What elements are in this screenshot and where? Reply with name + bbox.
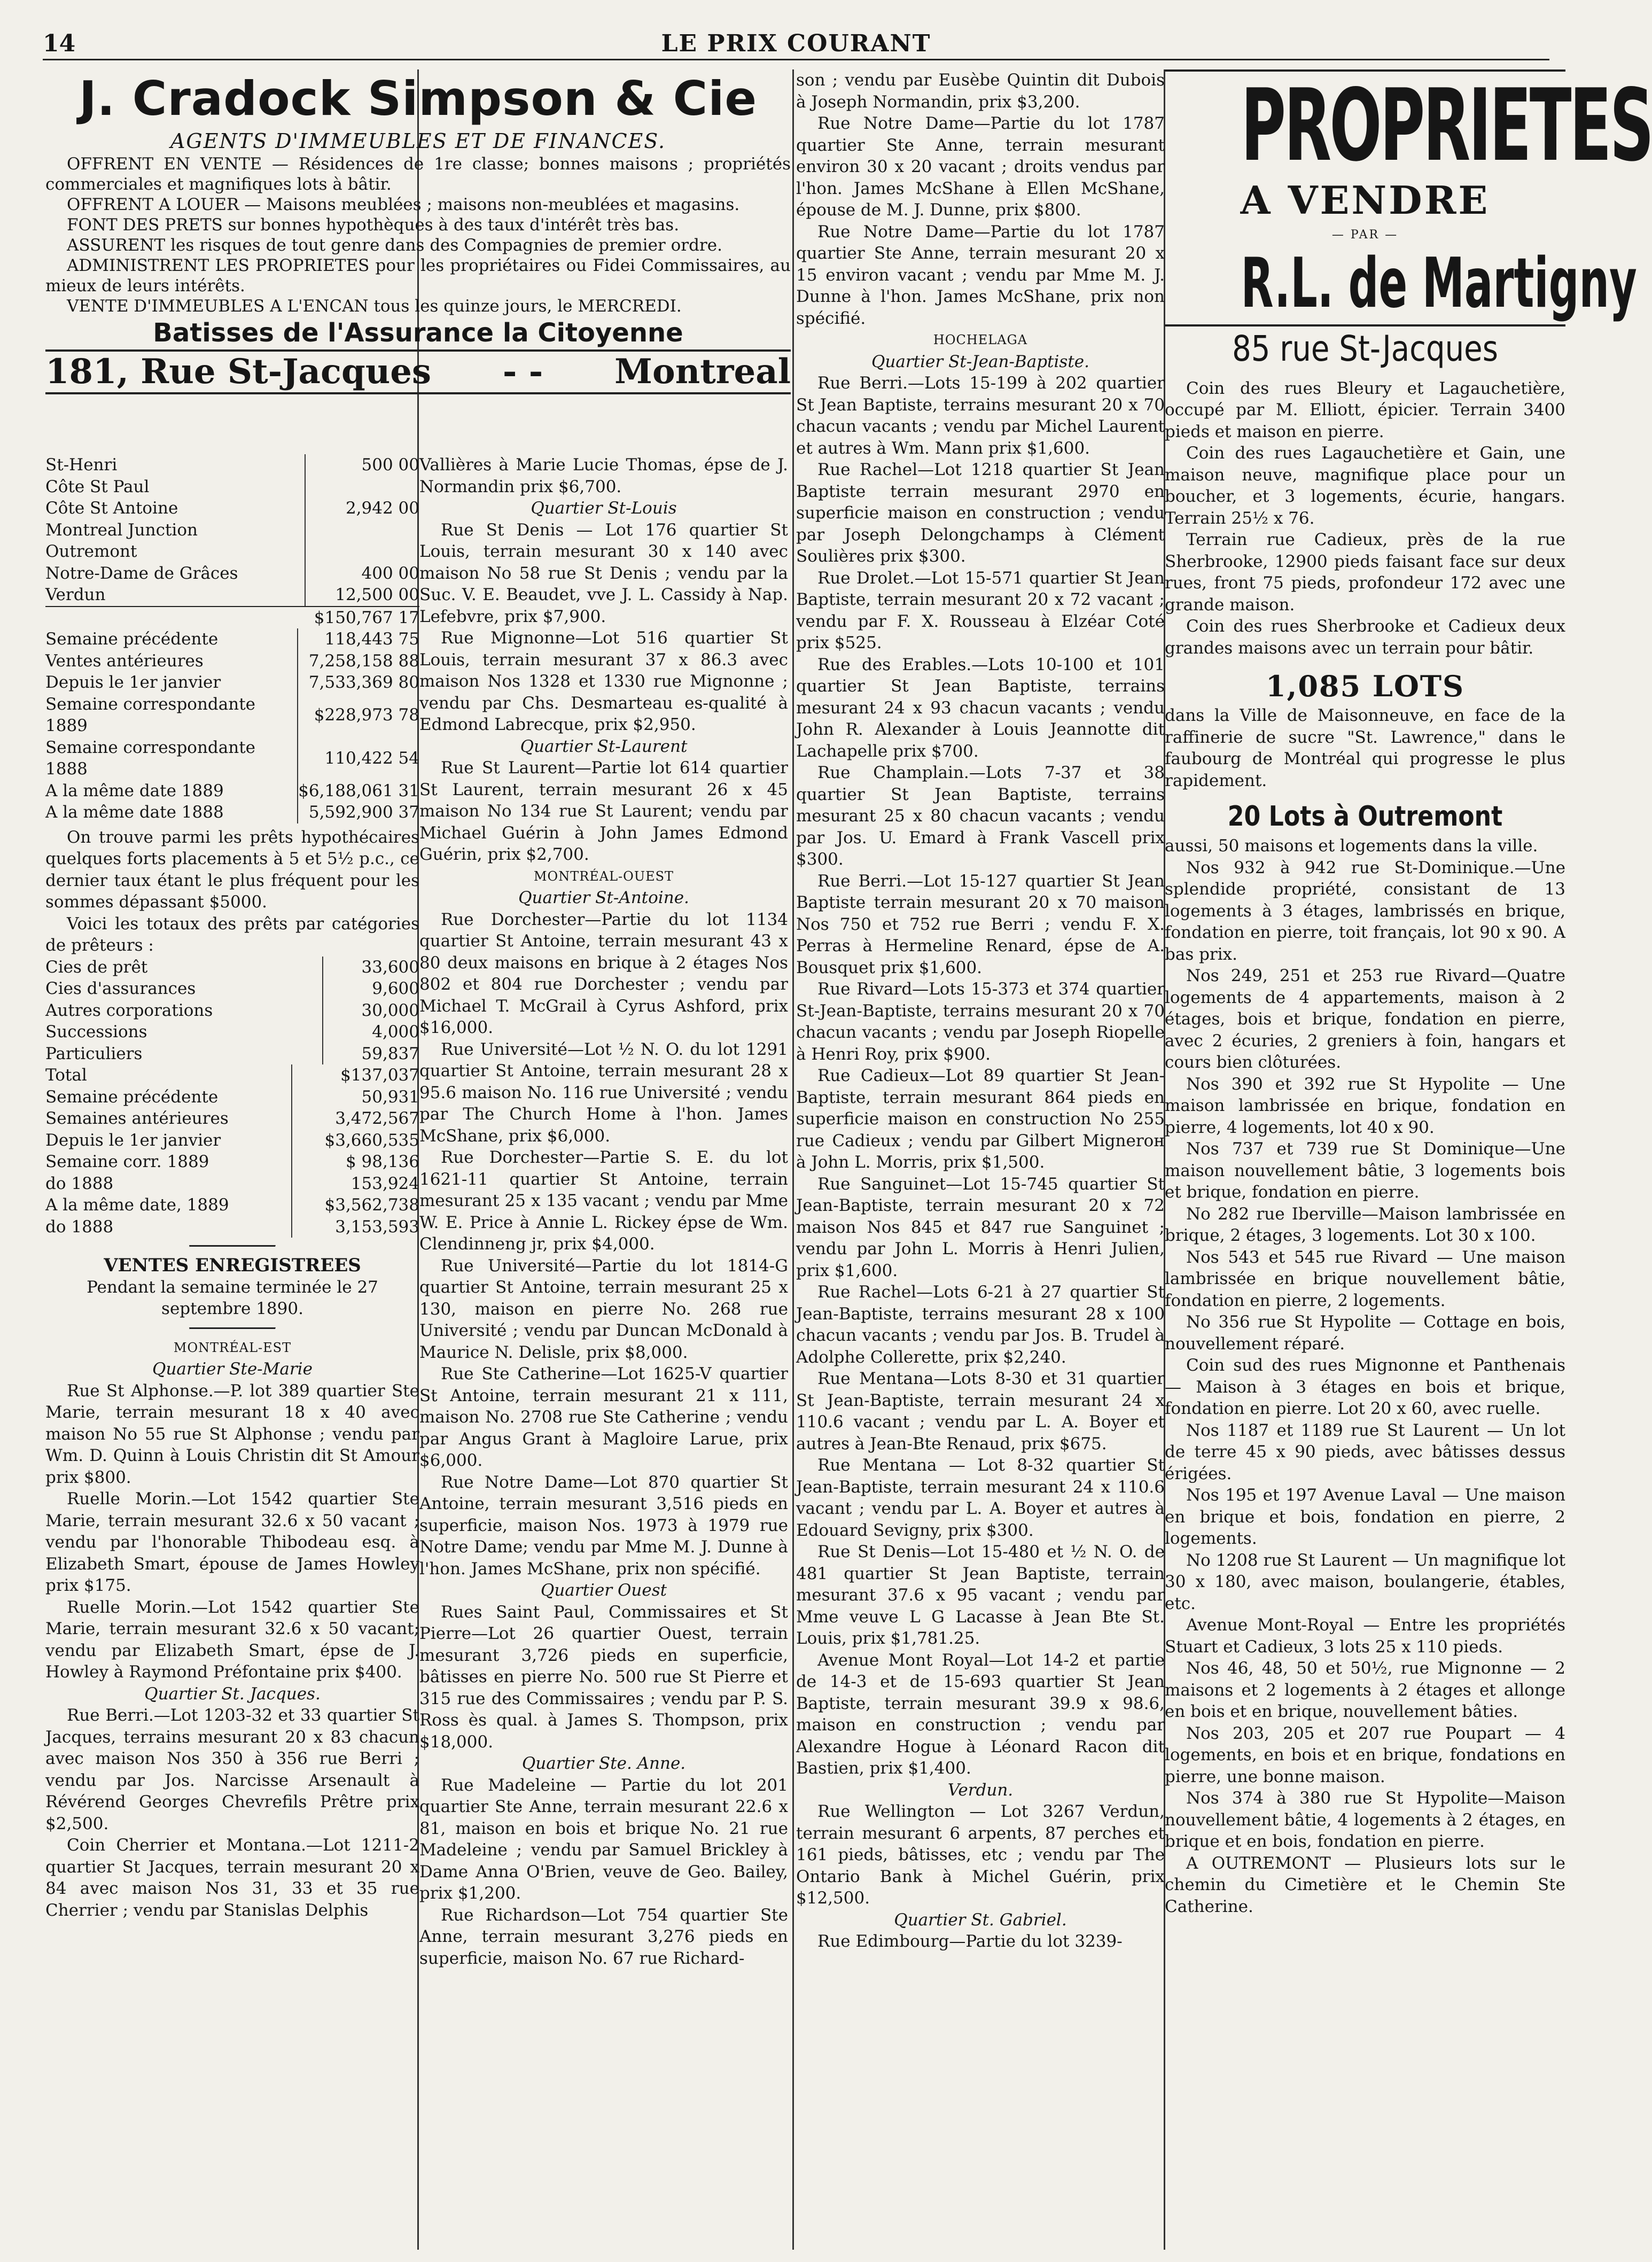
ad-listing: Nos 737 et 739 rue St Dominique—Une maison nouvellement bâtie, 3 logements bois et brique, fondation en pierre. (1165, 1139, 1565, 1202)
ad-listing: Nos 195 et 197 Avenue Laval — Une maison en brique et bois, fondation en pierre, 2 logements. (1165, 1486, 1565, 1548)
row-value: 153,924 (292, 1173, 419, 1195)
sale-entry: Rue Cadieux—Lot 89 quartier St Jean-Baptiste, terrain mesurant 864 pieds en superficie maison en construction No 255 rue Cadieux ; vendu par Gilbert Mignerон à John L. Morris, prix $1,500. (796, 1066, 1165, 1172)
stats-table-summary (45, 628, 419, 823)
ad-listing: A OUTREMONT — Plusieurs lots sur le chemin du Cimetière et le Chemin Ste Catherine. (1165, 1853, 1565, 1916)
sale-entry: Ruelle Morin.—Lot 1542 quartier Ste Marie, terrain mesurant 32.6 x 50 vacant ; vendu par l'honorable Thibodeau esq. à Elizabeth Smart, épouse de James Howley prix $175. (45, 1489, 419, 1595)
sale-entry: Rues Saint Paul, Commissaires et St Pierre—Lot 26 quartier Ouest, terrain mesurant 3,726 pieds en superficie, bâtisses en pierre No. 500 rue St Pierre et 315 rue des Commissaires ; vendu par P. S. Ross ès qual. à James S. Thompson, prix $18,000. (419, 1602, 788, 1752)
row-value: 33,600 (323, 957, 419, 978)
ad-lots-text: dans la Ville de Maisonneuve, en face de la raffinerie de sucre "St. Lawrence," dans le faubourg de Montréal qui progresse le plus rapidement. (1165, 706, 1565, 790)
sales-list (45, 1705, 419, 1921)
ad-agent-name: R.L. de Martigny (1241, 243, 1637, 323)
row-label: do 1888 (45, 1173, 114, 1193)
firm-line: OFFRENT A LOUER — Maisons meublées ; maisons non-meublées et magasins. (67, 195, 740, 214)
sale-entry: Rue St Denis—Lot 15-480 et ½ N. O. de 481 quartier St Jean Baptiste, terrain mesurant 37.6 x 95 vacant ; vendu par Mme veuve L G Lacasse à Jean Bte St. Louis, prix $1,781.25. (796, 1542, 1165, 1648)
quarter-heading: Quartier St. Gabriel. (894, 1910, 1067, 1930)
ad-header-box (1165, 67, 1652, 327)
quarter-heading: Verdun. (947, 1780, 1014, 1800)
quarter-heading: Quartier St-Jean-Baptiste. (871, 352, 1089, 371)
sale-entry: Rue Notre Dame—Partie du lot 1787 quartier Ste Anne, terrain mesurant 20 x 15 environ vacant ; vendu par Mme M. J. Dunne à l'hon. James McShane, prix non spécifié. (796, 222, 1165, 328)
ad-listing: Coin des rues Sherbrooke et Cadieux deux grandes maisons avec un terrain pour bâtir. (1165, 617, 1565, 658)
ad-listing: Nos 249, 251 et 253 rue Rivard—Quatre logements de 4 appartements, maison à 2 étages, bois et brique, fondation en pierre, avec 2 écuries, 2 greniers à foin, hangars et cours bien clôturées. (1165, 966, 1565, 1072)
row-value: 12,500 00 (305, 584, 419, 606)
sale-entry: Rue des Erables.—Lots 10-100 et 101 quartier St Jean Baptiste, terrains mesurant 24 x 93 chacun vacants ; vendu John R. Alexander à Louis Jeannotte dit Lachapelle prix $700. (796, 655, 1165, 761)
section-divider (189, 1327, 276, 1330)
column-3 (796, 69, 1165, 2250)
sale-entry: Rue Université—Partie du lot 1814-G quartier St Antoine, terrain mesurant 25 x 130, maison en pierre No. 268 rue Université ; vendu par Duncan McDonald à Maurice N. Delisle, prix $8,000. (419, 1256, 788, 1362)
loans-table (45, 957, 419, 1065)
sale-entry: Rue Notre Dame—Lot 870 quartier St Antoine, terrain mesurant 3,516 pieds en superficie, maison Nos. 1973 à 1979 rue Notre Dame; vendu par Mme M. J. Dunne à l'hon. James McShane, prix non spécifié. (419, 1472, 788, 1579)
row-label: Côte St Antoine (45, 499, 178, 518)
firm-building: Batisses de l'Assurance la Citoyenne (153, 318, 683, 348)
row-label: Côte St Paul (45, 477, 150, 496)
table-row (45, 519, 419, 541)
row-value: 118,443 75 (298, 628, 419, 650)
sale-entry: Rue St Laurent—Partie lot 614 quartier St Laurent, terrain mesurant 26 x 45 maison No 134 rue St Laurent; vendu par Michael Guérin à John James Edmond Guérin, prix $2,700. (419, 758, 788, 864)
firm-line: OFFRENT EN VENTE — Résidences de 1re classe; bonnes maisons ; propriétés commerciales et magnifiques lots à bâtir. (45, 154, 791, 194)
table-row (45, 1194, 419, 1216)
firm-subtitle: AGENTS D'IMMEUBLES ET DE FINANCES. (170, 129, 666, 153)
row-value: 400 00 (305, 563, 419, 585)
ad-listing: Nos 46, 48, 50 et 50½, rue Mignonne — 2 maisons et 2 logements à 2 étages et allonge en bois et en brique, nouvellement bâties. (1165, 1659, 1565, 1721)
sale-entry: Rue Mignonne—Lot 516 quartier St Louis, terrain mesurant 37 x 86.3 avec maison Nos 1328 et 1330 rue Mignonne ; vendu par Chs. Desmarteau es-qualité à Edmond Labrecque, prix $2,950. (419, 628, 788, 734)
address-separator: - - (502, 352, 543, 392)
running-header (43, 27, 1549, 60)
row-label: Verdun (45, 585, 106, 604)
row-value: 3,472,567 (292, 1108, 419, 1130)
table-row (45, 476, 419, 498)
table-row (45, 957, 419, 978)
sale-entry: Rue Ste Catherine—Lot 1625-V quartier St Antoine, terrain mesurant 21 x 111, maison No. 2708 rue Ste Catherine ; vendu par Angus Grant à Magloire Larue, prix $6,000. (419, 1364, 788, 1470)
row-value: 3,153,593 (292, 1216, 419, 1238)
table-row (45, 1108, 419, 1130)
row-label: Depuis le 1er janvier (45, 673, 221, 692)
sale-entry: Rue Richardson—Lot 754 quartier Ste Anne, terrain mesurant 3,276 pieds en superficie, maison No. 67 rue Richard- (419, 1905, 788, 1968)
sale-entry: Rue Berri.—Lots 15-199 à 202 quartier St Jean Baptiste, terrains mesurant 20 x 70 chacun vacants ; vendu par Michel Laurent et autres à Wm. Mann prix $1,600. (796, 374, 1165, 458)
quarter-heading: Quartier St-Antoine. (518, 888, 689, 907)
row-value: $ 98,136 (292, 1151, 419, 1173)
sale-entry: Rue Mentana — Lot 8-32 quartier St Jean-Baptiste, terrain mesurant 24 x 110.6 vacant ; vendu par L. A. Boyer et autres à Edouard Sevigny, prix $300. (796, 1456, 1165, 1540)
sale-entry: Rue Rivard—Lots 15-373 et 374 quartier St-Jean-Baptiste, terrains mesurant 20 x 70 chacun vacants ; vendu par Joseph Riopelle à Henri Roy, prix $900. (796, 980, 1165, 1064)
ad-lots-title: 1,085 LOTS (1265, 669, 1465, 703)
ad-outremont-title: 20 Lots à Outremont (1227, 800, 1503, 833)
row-value: $228,973 78 (298, 694, 419, 737)
loans-totals-table (45, 1064, 419, 1238)
row-label: Semaine correspondante 1888 (45, 737, 256, 779)
table-row (45, 1173, 419, 1195)
stats-total: $150,767 17 (45, 607, 419, 629)
row-value: 7,533,369 80 (298, 672, 419, 694)
table-row (45, 1130, 419, 1152)
ad-listing: No 1208 rue St Laurent — Un magnifique lot 30 x 180, avec maison, boulangerie, étables, etc. (1165, 1550, 1565, 1613)
row-value: 4,000 (323, 1021, 419, 1043)
firm-advertisement (45, 69, 791, 394)
ad-listing: Nos 1187 et 1189 rue St Laurent — Un lot de terre 45 x 90 pieds, avec bâtisses dessus érigées. (1165, 1420, 1565, 1483)
row-value: 500 00 (305, 454, 419, 476)
region-heading: MONTRÉAL-OUEST (533, 868, 674, 884)
page-number: 14 (43, 30, 76, 57)
row-label: A la même date, 1889 (45, 1195, 229, 1215)
row-value: 9,600 (323, 978, 419, 1000)
table-row (45, 1000, 419, 1022)
ad-listing: Nos 932 à 942 rue St-Dominique.—Une splendide propriété, consistant de 13 logements à 3 étages, lambrissés en brique, fondation en pierre, toit français, lot 90 x 90. A bas prix. (1165, 858, 1565, 964)
ad-listing: Coin des rues Lagauchetière et Gain, une maison neuve, magnifique place pour un boucher, et 3 logements, écurie, hangars. Terrain 25½ x 76. (1165, 444, 1565, 528)
row-label: Semaine précédente (45, 1087, 219, 1107)
sale-entry: Rue Madeleine — Partie du lot 201 quartier Ste Anne, terrain mesurant 22.6 x 81, maison en bois et brique No. 21 rue Madeleine ; vendu par Samuel Brickley à Dame Anna O'Brien, veuve de Geo. Bailey, prix $1,200. (419, 1775, 788, 1903)
address-street: 181, Rue St-Jacques (45, 352, 431, 392)
row-value: 50,931 (292, 1086, 419, 1108)
ad-listings (1165, 857, 1565, 1918)
ad-a-vendre: A VENDRE (1240, 177, 1490, 223)
sale-entry: Ruelle Morin.—Lot 1542 quartier Ste Marie, terrain mesurant 32.6 x 50 vacant; vendu par Elizabeth Smart, épse de J. Howley à Raymond Préfontaine prix $400. (45, 1597, 419, 1682)
table-row (45, 978, 419, 1000)
ad-listing: Nos 543 et 545 rue Rivard — Une maison lambrissée en brique nouvellement bâtie, fondation en pierre, 2 logements. (1165, 1247, 1565, 1310)
sale-entry: Rue Wellington — Lot 3267 Verdun, terrain mesurant 6 arpents, 87 perches et 161 pieds, bâtisses, etc ; vendu par The Ontario Bank à Michel Guérin, prix $12,500. (796, 1802, 1165, 1908)
table-row (45, 694, 419, 737)
firm-line: ASSURENT les risques de tout genre dans des Compagnies de premier ordre. (67, 236, 722, 255)
row-label: Semaine correspondante 1889 (45, 694, 256, 735)
table-row (45, 454, 419, 476)
sale-entry: Rue Berri.—Lot 15-127 quartier St Jean Baptiste terrain mesurant 20 x 70 maison Nos 750 et 752 rue Berri ; vendu F. X. Perras à Hermeline Renard, épse de A. Bousquet prix $1,600. (796, 871, 1165, 977)
row-label: do 1888 (45, 1217, 114, 1237)
row-value: 2,942 00 (305, 498, 419, 519)
table-row (45, 584, 419, 606)
quarter-heading: Quartier Ste. Anne. (521, 1754, 686, 1773)
quarter-heading: Quartier St-Laurent (520, 736, 688, 756)
table-row (45, 737, 419, 780)
row-label: Ventes antérieures (45, 651, 204, 671)
row-label: Montreal Junction (45, 520, 198, 540)
row-value (305, 541, 419, 563)
continued-entry: son ; vendu par Eusèbe Quintin dit Dubois à Joseph Normandin, prix $3,200. (796, 71, 1165, 112)
address-city: Montreal (614, 352, 791, 392)
ad-listing: Nos 374 à 380 rue St Hypolite—Maison nouvellement bâtie, 4 logements à 2 étages, en brique et en bois, fondation en pierre. (1165, 1789, 1565, 1851)
sale-entry: Rue St Denis — Lot 176 quartier St Louis, terrain mesurant 30 x 140 avec maison No 58 rue St Denis ; vendu par la Suc. V. E. Beaudet, vve J. L. Cassidy à Nap. Lefebvre, prix $7,900. (419, 520, 788, 626)
quarter-heading: Quartier St. Jacques. (144, 1684, 321, 1704)
ad-listings (1165, 378, 1565, 659)
ad-listing: Nos 390 et 392 rue St Hypolite — Une maison lambrissée en brique, fondation en pierre, 4 logements, lot 40 x 90. (1165, 1074, 1565, 1137)
table-row (45, 1216, 419, 1238)
sales-list (419, 1602, 788, 1753)
sale-entry: Rue Drolet.—Lot 15-571 quartier St Jean Baptiste, terrain mesurant 20 x 72 vacant ; vendu par F. X. Rousseau à Elzéar Coté prix $525. (796, 568, 1165, 652)
continued-entry: Rue Edimbourg—Partie du lot 3239- (817, 1932, 1123, 1951)
ad-listing: No 356 rue St Hypolite — Cottage en bois, nouvellement réparé. (1165, 1312, 1565, 1354)
row-label: A la même date 1889 (45, 781, 224, 800)
quarter-heading: Quartier Ste-Marie (152, 1359, 313, 1379)
table-row (45, 498, 419, 519)
row-label: Cies d'assurances (45, 979, 196, 998)
row-value (305, 476, 419, 498)
sale-entry: Rue St Alphonse.—P. lot 389 quartier Ste Marie, terrain mesurant 18 x 40 avec maison No 55 rue St Alphonse ; vendu par Wm. D. Quinn à Louis Christin dit St Amour prix $800. (45, 1381, 419, 1487)
quarter-heading: Quartier Ouest (540, 1581, 667, 1600)
ad-listing: Coin sud des rues Mignonne et Panthenais — Maison à 3 étages en bois et brique, fondation en pierre. Lot 20 x 60, avec ruelle. (1165, 1356, 1565, 1418)
stats-table-districts (45, 454, 419, 606)
sales-list (419, 909, 788, 1580)
ad-listing: Terrain rue Cadieux, près de la rue Sherbrooke, 12900 pieds faisant face sur deux rues, front 75 pieds, profondeur 172 avec une grande maison. (1165, 530, 1565, 615)
table-row (45, 650, 419, 672)
table-row (45, 672, 419, 694)
row-label: St-Henri (45, 455, 118, 475)
table-row (45, 563, 419, 585)
sale-entry: Rue Sanguinet—Lot 15-745 quartier St Jean-Baptiste, terrain mesurant 20 x 72 maison Nos 845 et 847 rue Sanguinet ; vendu par John L. Morris à Henri Julien, prix $1,600. (796, 1174, 1165, 1280)
quarter-heading: Quartier St-Louis (531, 499, 677, 518)
sale-entry: Rue Champlain.—Lots 7-37 et 38 quartier St Jean Baptiste, terrains mesurant 25 x 80 chacun vacants ; vendu par Jos. U. Emard à Frank Vascell prix $300. (796, 763, 1165, 869)
row-value: $6,188,061 31 (298, 780, 419, 802)
column-2 (419, 454, 788, 2250)
ad-listing: Coin des rues Bleury et Lagauchetière, occupé par M. Elliott, épicier. Terrain 3400 pieds et maison en pierre. (1165, 378, 1565, 441)
sales-list (796, 1801, 1165, 1909)
sales-list (419, 757, 788, 866)
row-label: A la même date 1888 (45, 803, 224, 822)
firm-line: VENTE D'IMMEUBLES A L'ENCAN tous les quinze jours, le MERCREDI. (67, 297, 682, 316)
row-label: Depuis le 1er janvier (45, 1130, 221, 1150)
row-value (305, 519, 419, 541)
row-label: Cies de prêt (45, 957, 148, 977)
section-divider (189, 1245, 276, 1247)
sales-list (796, 372, 1165, 1779)
row-label: Autres corporations (45, 1000, 213, 1020)
firm-address (45, 349, 791, 394)
ventes-title: VENTES ENREGISTREES (104, 1255, 361, 1276)
table-row (45, 1021, 419, 1043)
table-row (45, 1043, 419, 1065)
table-row (45, 780, 419, 802)
table-row (45, 541, 419, 563)
stats-total-table (45, 606, 419, 629)
sale-entry: Rue Rachel—Lots 6-21 à 27 quartier St Jean-Baptiste, terrains mesurant 28 x 100 chacun vacants ; vendu par Jos. B. Trudel à Adolphe Collerette, prix $2,240. (796, 1282, 1165, 1367)
loans-intro: Voici les totaux des prêts par catégories de prêteurs : (45, 914, 419, 955)
sale-entry: Rue Rachel—Lot 1218 quartier St Jean Baptiste terrain mesurant 2970 en superficie maison en construction ; vendu par Joseph Delongchamps à Clément Soulières prix $300. (796, 460, 1165, 566)
row-label: Notre-Dame de Grâces (45, 563, 238, 583)
ad-outremont-text: aussi, 50 maisons et logements dans la ville. (1165, 836, 1538, 856)
ad-listing: Avenue Mont-Royal — Entre les propriétés Stuart et Cadieux, 3 lots 25 x 110 pieds. (1165, 1615, 1565, 1657)
region-heading: MONTRÉAL-EST (173, 1340, 292, 1355)
row-value: 5,592,900 37 (298, 802, 419, 823)
row-value: $3,562,738 (292, 1194, 419, 1216)
row-label: Particuliers (45, 1044, 143, 1063)
row-label: Outremont (45, 542, 137, 561)
ad-par: — PAR — (1331, 228, 1399, 242)
row-value: 7,258,158 88 (298, 650, 419, 672)
firm-line: FONT DES PRETS sur bonnes hypothèques à des taux d'intérêt très bas. (67, 215, 680, 235)
sale-entry: Rue Mentana—Lots 8-30 et 31 quartier St Jean-Baptiste, terrain mesurant 24 x 110.6 vacant ; vendu par L. A. Boyer et autres à Jean-Bte Renaud, prix $675. (796, 1369, 1165, 1453)
table-row (45, 802, 419, 823)
table-row (45, 628, 419, 650)
column-4-advertisement (1165, 67, 1652, 2250)
row-label: Successions (45, 1022, 147, 1041)
ad-address: 85 rue St-Jacques (1232, 328, 1498, 369)
firm-lines (45, 154, 791, 316)
sales-list (45, 1380, 419, 1683)
sale-entry: Rue Dorchester—Partie du lot 1134 quartier St Antoine, terrain mesurant 43 x 80 deux maisons en brique à 2 étages Nos 802 et 804 rue Dorchester ; vendu par Michael T. McGrail à Cyrus Ashford, prix $16,000. (419, 910, 788, 1037)
table-row (45, 1086, 419, 1108)
table-row (45, 1151, 419, 1173)
sale-entry: Rue Dorchester—Partie S. E. du lot 1621-11 quartier St Antoine, terrain mesurant 25 x 135 vacant ; vendu par Mme W. E. Price à Annie L. Rickey épse de Wm. Clendinneng jr, prix $4,000. (419, 1148, 788, 1254)
ad-headline: PROPRIETES (1241, 67, 1652, 183)
sale-entry: Rue Berri.—Lot 1203-32 et 33 quartier St Jacques, terrains mesurant 20 x 83 chacun avec maison Nos 350 à 356 rue Berri ; vendu par Jos. Narcisse Arsenault à Révérend Georges Chevrefils Prêtre prix $2,500. (45, 1706, 419, 1833)
firm-line: ADMINISTRENT LES PROPRIETES pour les propriétaires ou Fidei Commissaires, au mieux de leurs intérêts. (45, 256, 791, 296)
table-row (45, 1064, 419, 1086)
row-label: Semaines antérieures (45, 1109, 229, 1128)
row-value: 30,000 (323, 1000, 419, 1022)
row-value: 110,422 54 (298, 737, 419, 780)
firm-name: J. Cradock Simpson & Cie (79, 71, 758, 126)
row-value: $137,037 (292, 1064, 419, 1086)
row-value: $3,660,535 (292, 1130, 419, 1152)
loans-paragraph: On trouve parmi les prêts hypothécaires quelques forts placements à 5 et 5½ p.c., ce dernier taux étant le plus fréquent pour les sommes dépassant $5000. (45, 827, 419, 912)
row-label: Semaine précédente (45, 629, 219, 649)
column-1 (45, 454, 419, 2250)
continued-entry: Vallières à Marie Lucie Thomas, épse de J. Normandin prix $6,700. (419, 455, 788, 496)
sale-entry: Rue Notre Dame—Partie du lot 1787 quartier Ste Anne, terrain mesurant environ 30 x 20 vacant ; droits vendus par l'hon. James McShane à Ellen McShane, épouse de M. J. Dunne, prix $800. (796, 114, 1165, 220)
ad-listing: Nos 203, 205 et 207 rue Poupart — 4 logements, en bois et en brique, fondations en pierre, une bonne maison. (1165, 1723, 1565, 1786)
row-label: Semaine corr. 1889 (45, 1152, 209, 1171)
ad-listing: No 282 rue Iberville—Maison lambrissée en brique, 2 étages, 3 logements. Lot 30 x 100. (1165, 1204, 1565, 1245)
sales-list (796, 113, 1165, 329)
row-value: 59,837 (323, 1043, 419, 1065)
ventes-subtitle: Pendant la semaine terminée le 27 septembre 1890. (87, 1277, 378, 1318)
sale-entry: Coin Cherrier et Montana.—Lot 1211-2 quartier St Jacques, terrain mesurant 20 x 84 avec maison Nos 31, 33 et 35 rue Cherrier ; vendu par Stanislas Delphis (45, 1836, 419, 1920)
sales-list (419, 1775, 788, 1970)
region-heading: HOCHELAGA (933, 332, 1028, 347)
column-divider (792, 69, 794, 2250)
sale-entry: Rue Université—Lot ½ N. O. du lot 1291 quartier St Antoine, terrain mesurant 28 x 95.6 maison No. 116 rue Université ; vendu par The Church Home à l'hon. James McShane, prix $6,000. (419, 1039, 788, 1146)
sale-entry: Avenue Mont Royal—Lot 14-2 et partie de 14-3 et de 15-693 quartier St Jean Baptiste, terrain mesurant 39.9 x 98.6, maison en construction ; vendu par Alexandre Hogue à Léonard Racon dit Bastien, prix $1,400. (796, 1650, 1165, 1778)
row-label: Total (45, 1066, 87, 1085)
sales-list (419, 519, 788, 736)
newspaper-title: LE PRIX COURANT (661, 30, 931, 57)
